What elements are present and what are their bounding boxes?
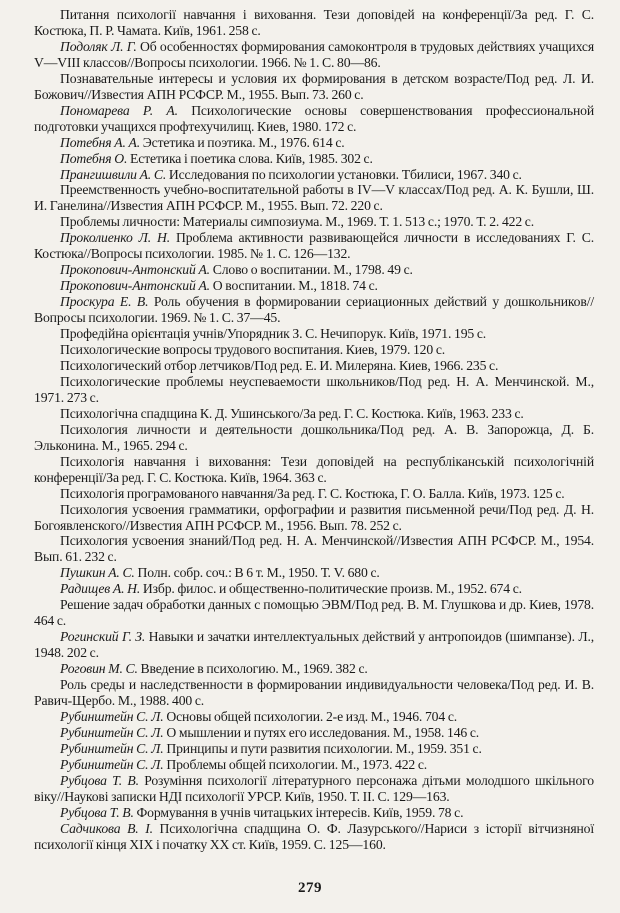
entry-text: Избр. филос. и общественно-политические произв. М., 1952. 674 с. — [140, 581, 522, 597]
bibliography-entry — [34, 135, 594, 151]
bibliography-entry — [34, 581, 594, 597]
entry-text: Психологічна спадщина О. Ф. Лазурського//Нариси з історії вітчизняної психології кінця XIX і початку XX ст. Київ, 1959. С. 125—160. — [34, 820, 594, 852]
bibliography-entry — [34, 151, 594, 167]
entry-text: Полн. собр. соч.: В 6 т. М., 1950. Т. V. 680 с. — [134, 565, 380, 581]
bibliography-list — [34, 7, 594, 853]
entry-text: Слово о воспитании. М., 1798. 49 с. — [209, 262, 413, 278]
bibliography-entry — [34, 661, 594, 677]
entry-author: Рубинштейн С. Л. — [60, 708, 164, 724]
entry-text: Об особенностях формирования самоконтроля в трудовых действиях учащихся V—VIII классов//Вопросы психологии. 1966. № 1. С. 80—86. — [34, 38, 594, 70]
bibliography-entry — [34, 39, 594, 71]
entry-text: Психологія програмованого навчання/За ред. Г. С. Костюка, Г. О. Балла. Київ, 1973. 125 с. — [60, 485, 565, 501]
bibliography-entry — [34, 757, 594, 773]
entry-text: Профедійна орієнтація учнів/Упорядник З. С. Нечипорук. Київ, 1971. 195 с. — [60, 326, 487, 342]
entry-text: Познавательные интересы и условия их формирования в детском возрасте/Под ред. Л. И. Божович//Известия АПН РСФСР. М., 1955. Вып. 73. 260 с. — [34, 70, 594, 102]
bibliography-entry — [34, 406, 594, 422]
entry-author: Прангишвили А. С. — [60, 166, 167, 182]
entry-text: Введение в психологию. М., 1969. 382 с. — [137, 661, 368, 677]
bibliography-entry — [34, 182, 594, 214]
entry-text: Роль среды и наследственности в формировании индивидуальности человека/Под ред. И. В. Равич-Щербо. М., 1988. 400 с. — [34, 677, 594, 708]
entry-text: О мышлении и путях его исследования. М., 1958. 146 с. — [163, 724, 480, 740]
entry-text: Проблема активности развивающейся личности в исследованиях Г. С. Костюка//Вопросы психологии. 1985. № 1. С. 126—132. — [34, 230, 594, 262]
entry-text: Психология усвоения знаний/Под ред. Н. А. Менчинской//Известия АПН РСФСР. М., 1954. Вып. 61. 232 с. — [34, 533, 594, 565]
entry-text: Психологічна спадщина К. Д. Ушинського/За ред. Г. С. Костюка. Київ, 1963. 233 с. — [60, 405, 524, 421]
entry-text: Розуміння психології літературного персонажа дітьми молодшого шкільного віку//Наукові записки НДІ психології УРСР. Київ, 1950. Т. II. С. 129—163. — [34, 772, 594, 804]
bibliography-entry — [34, 326, 594, 342]
bibliography-entry — [34, 294, 594, 326]
entry-author: Рубинштейн С. Л. — [60, 756, 164, 772]
entry-author: Проколиенко Л. Н. — [60, 230, 171, 246]
entry-author: Потебня О. — [60, 150, 128, 166]
bibliography-entry — [34, 677, 594, 709]
bibliography-entry — [34, 214, 594, 230]
bibliography-entry — [34, 7, 594, 39]
entry-text: Основы общей психологии. 2-е изд. М., 1946. 704 с. — [163, 708, 458, 724]
entry-text: Психологические вопросы трудового воспитания. Киев, 1979. 120 с. — [60, 342, 446, 358]
entry-author: Пушкин А. С. — [60, 565, 135, 581]
entry-author: Роговин М. С. — [60, 661, 138, 677]
entry-text: Психология усвоения грамматики, орфографии и развития письменной речи/Под ред. Д. Н. Богоявленского//Известия АПН РСФСР. М., 1956. Вып. 78. 252 с. — [34, 501, 594, 533]
bibliography-entry — [34, 629, 594, 661]
bibliography-entry — [34, 773, 594, 805]
entry-author: Подоляк Л. Г. — [60, 38, 137, 54]
entry-text: Исследования по психологии установки. Тбилиси, 1967. 340 с. — [166, 166, 522, 182]
entry-text: Роль обучения в формировании сериационных действий у дошкольников//Вопросы психологии. 1969. № 1. С. 37—45. — [34, 294, 594, 326]
bibliography-entry — [34, 725, 594, 741]
entry-author: Прокопович-Антонский А. — [60, 278, 210, 294]
entry-author: Рубинштейн С. Л. — [60, 724, 164, 740]
entry-text: Психологические основы совершенствования профессиональной подготовки учащихся профтехучилищ. Киев, 1980. 172 с. — [34, 102, 594, 134]
entry-text: Психологический отбор летчиков/Под ред. Е. И. Милеряна. Киев, 1966. 235 с. — [60, 357, 499, 373]
entry-text: Навыки и зачатки интеллектуальных действий у антропоидов (шимпанзе). Л., 1948. 202 с. — [34, 629, 595, 661]
bibliography-entry — [34, 486, 594, 502]
bibliography-entry — [34, 358, 594, 374]
entry-author: Рубинштейн С. Л. — [60, 740, 164, 756]
bibliography-entry — [34, 454, 594, 486]
entry-author: Проскура Е. В. — [60, 294, 149, 310]
entry-author: Рогинский Г. З. — [60, 629, 146, 645]
entry-author: Радищев А. Н. — [60, 581, 141, 597]
entry-text: Проблемы личности: Материалы симпозиума. М., 1969. Т. 1. 513 с.; 1970. Т. 2. 422 с. — [60, 214, 534, 230]
entry-author: Рубцова Т. В. — [60, 772, 139, 788]
entry-text: Естетика і поетика слова. Київ, 1985. 302 с. — [127, 150, 373, 166]
bibliography-entry — [34, 709, 594, 725]
bibliography-entry — [34, 821, 594, 853]
entry-text: Питання психології навчання і виховання. Тези доповідей на конференції/За ред. Г. С. Костюка, П. Р. Чамата. Київ, 1961. 258 с. — [34, 7, 594, 38]
bibliography-entry — [34, 71, 594, 103]
bibliography-entry — [34, 502, 594, 534]
entry-author: Рубцова Т. В. — [60, 804, 134, 820]
entry-author: Прокопович-Антонский А. — [60, 262, 210, 278]
bibliography-entry — [34, 741, 594, 757]
entry-text: Эстетика и поэтика. М., 1976. 614 с. — [140, 134, 345, 150]
bibliography-entry — [34, 597, 594, 629]
bibliography-entry — [34, 805, 594, 821]
entry-text: Принципы и пути развития психологии. М., 1959. 351 с. — [163, 740, 482, 756]
entry-text: Психология личности и деятельности дошкольника/Под ред. А. В. Запорожца, Д. Б. Эльконина. М., 1965. 294 с. — [34, 421, 594, 453]
bibliography-entry — [34, 278, 594, 294]
page-number: 279 — [298, 880, 322, 896]
bibliography-entry — [34, 374, 594, 406]
entry-author: Пономарева Р. А. — [60, 102, 178, 118]
entry-text: Проблемы общей психологии. М., 1973. 422 с. — [163, 756, 428, 772]
entry-text: Решение задач обработки данных с помощью ЭВМ/Под ред. В. М. Глушкова и др. Киев, 1978. 464 с. — [34, 597, 594, 629]
bibliography-entry — [34, 167, 594, 183]
entry-author: Потебня А. А. — [60, 134, 141, 150]
bibliography-entry — [34, 262, 594, 278]
entry-text: Психологія навчання і виховання: Тези доповідей на республіканській психологічній конференції/За ред. Г. С. Костюка. Київ, 1964. 363 с. — [34, 453, 594, 485]
bibliography-entry — [34, 533, 594, 565]
entry-text: Психологические проблемы неуспеваемости школьников/Под ред. Н. А. Менчинской. М., 1971. 273 с. — [34, 373, 594, 405]
bibliography-entry — [34, 230, 594, 262]
entry-text: О воспитании. М., 1818. 74 с. — [209, 278, 378, 294]
bibliography-entry — [34, 565, 594, 581]
entry-author: Садчикова В. І. — [60, 820, 153, 836]
bibliography-entry — [34, 103, 594, 135]
entry-text: Формування в учнів читацьких інтересів. Київ, 1959. 78 с. — [133, 804, 464, 820]
bibliography-entry — [34, 422, 594, 454]
entry-text: Преемственность учебно-воспитательной работы в IV—V классах/Под ред. А. К. Бушли, Ш. И. Ганелина//Известия АПН РСФСР. М., 1955. Вып. 72. 220 с. — [34, 182, 594, 214]
bibliography-entry — [34, 342, 594, 358]
